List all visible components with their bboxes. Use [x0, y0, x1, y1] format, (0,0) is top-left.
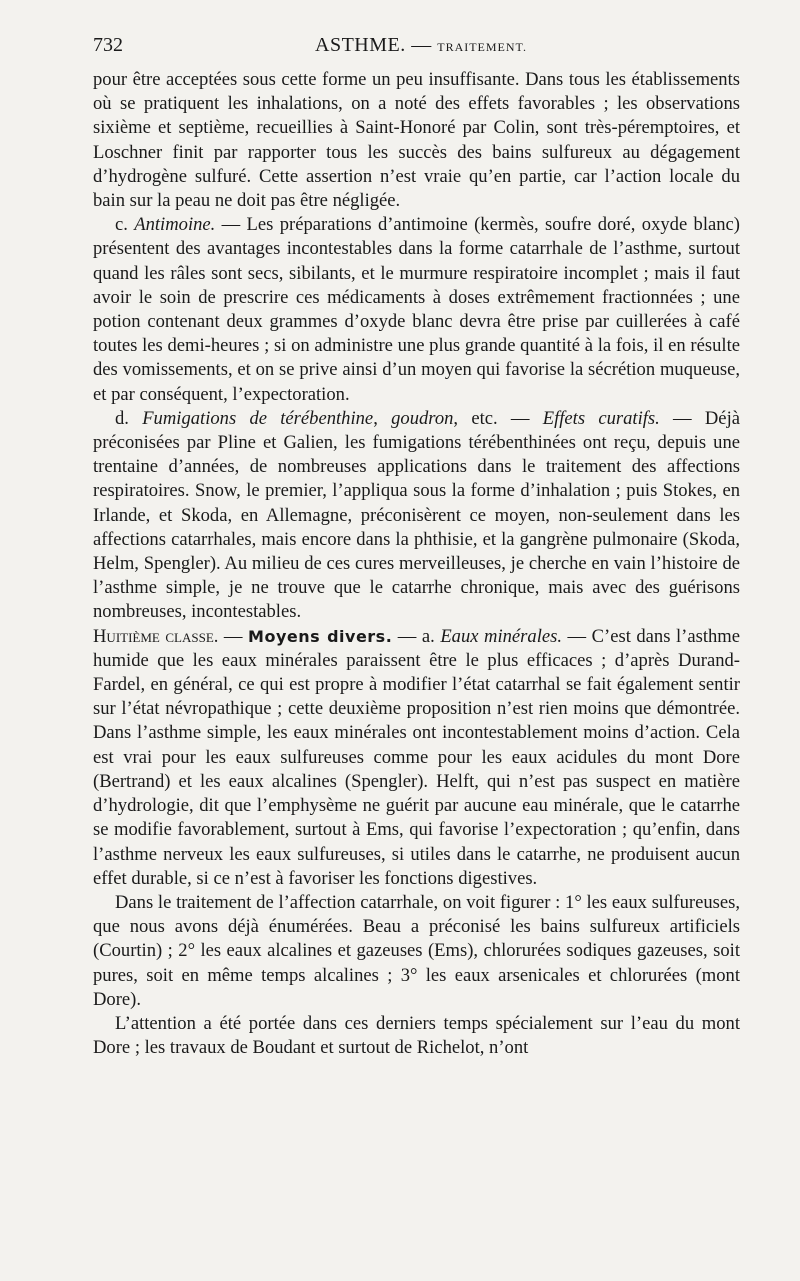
eaux-minerales-text: — C’est dans l’asthme humide que les eaux minérales paraissent être le plus efficaces ; d’après Durand-Fardel, en général, ce qui est propre à modifier l’état catarrhal se fait également sentir sur l’état névropathique ; cette deuxième proposition n’est rien moins que démontrée. Dans l’asthme simple, les eaux minérales ont incontestablement moins d’action. Cela est vrai pour les eaux sulfureuses comme pour les eaux acidules du mont Dore (Bertrand) et les eaux alcalines (Spengler). Helft, qui n’est pas suspect en matière d’hydrologie, dit que l’emphysème ne guérit par aucune eau minérale, que le catarrhe se modifie favorablement, surtout à Ems, qui favorise l’expectoration ; qu’enfin, dans l’asthme nerveux les eaux sulfureuses, si utiles dans le catarrhe, ne produisent aucun effet durable, si ce n’est à favoriser les fonctions digestives. — [93, 625, 740, 889]
effets-curatifs-title: Effets curatifs. — [542, 407, 660, 429]
moyens-divers-heading: Moyens divers. — [248, 626, 393, 646]
running-title: ASTHME. — [315, 34, 406, 56]
paragraph-antimoine — [93, 213, 740, 407]
item-label-c: c. — [115, 214, 128, 236]
eaux-minerales-title: Eaux minérales. — [440, 625, 563, 647]
antimoine-title: Antimoine. — [134, 214, 216, 236]
running-section: TRAITEMENT. — [437, 40, 527, 54]
paragraph-traitement-catarrhal: Dans le traitement de l’affection catarrhale, on voit figurer : 1° les eaux sulfureuses, que nous avons déjà énumérées. Beau a préconisé les bains sulfureux artificiels (Courtin) ; 2° les eaux alcalines et gazeuses (Ems), chlorurées sodiques gazeuses, soit pures, soit en même temps alcalines ; 3° les eaux arsenicales et chlorurées (mont Dore). — [93, 891, 740, 1010]
goudron-title: goudron — [391, 407, 454, 429]
paragraph-huitieme-classe — [93, 625, 740, 891]
fumigations-comma: , — [373, 407, 392, 429]
fumigations-etc: , etc. — — [453, 407, 543, 429]
class-dash-2: — a. — [392, 625, 441, 647]
paragraph-fumigations — [93, 407, 740, 625]
antimoine-text: — Les préparations d’antimoine (kermès, soufre doré, oxyde blanc) présentent des avantages incontestables dans la forme catarrhale de l’asthme, surtout quand les râles sont secs, sibilants, et le murmure respiratoire incomplet ; mais il faut avoir le soin de prescrire ces médicaments à doses extrêmement fractionnées ; une potion contenant deux grammes d’oxyde blanc devra être prise par cuillerées à café toutes les demi-heures ; si on administre une plus grande quantité à la fois, il en résulte des vomissements, et on se prive ainsi d’un moyen qui favorise la sécrétion muqueuse, et par conséquent, l’expectoration. — [93, 214, 740, 405]
header-dash: — — [411, 34, 432, 56]
body-text — [93, 68, 740, 1060]
running-head — [315, 34, 527, 57]
fumigations-title: Fumigations de térébenthine — [142, 407, 374, 429]
page-header — [93, 30, 740, 64]
page-number: 732 — [93, 34, 123, 56]
fumigations-text: — Déjà préconisées par Pline et Galien, les fumigations térébenthinées ont reçu, depuis une trentaine d’années, de nombreuses applications dans le traitement des affections respiratoires. Snow, le premier, l’appliqua sous la forme d’inhalation ; puis Stokes, en Irlande, et Skoda, en Allemagne, préconisèrent ce moyen, non-seulement dans les affections catarrhales, mais encore dans la phthisie, et la gangrène pulmonaire (Skoda, Helm, Spengler). Au milieu de ces cures merveilleuses, je cherche en vain l’histoire de l’asthme simple, je ne trouve que le catarrhe chronique, mais avec des guérisons nombreuses, incontestables. — [93, 407, 740, 623]
paragraph-mont-dore: L’attention a été portée dans ces derniers temps spécialement sur l’eau du mont Dore ; les travaux de Boudant et surtout de Richelot, n’ont — [93, 1012, 740, 1059]
item-label-d: d. — [115, 407, 129, 429]
class-label: Huitième classe. — [93, 625, 219, 647]
class-dash-1: — — [218, 625, 249, 647]
paragraph-1: pour être acceptées sous cette forme un peu insuffisante. Dans tous les établissements où se pratiquent les inhalations, on a noté des effets favorables ; les observations sixième et septième, recueillies à Saint-Honoré par Colin, sont très-péremptoires, et Loschner finit par rapporter tous les succès des bains sulfureux au dégagement d’hydrogène sulfuré. Cette assertion n’est vraie qu’en partie, car l’action locale du bain sur la peau ne doit pas être négligée. — [93, 69, 740, 212]
